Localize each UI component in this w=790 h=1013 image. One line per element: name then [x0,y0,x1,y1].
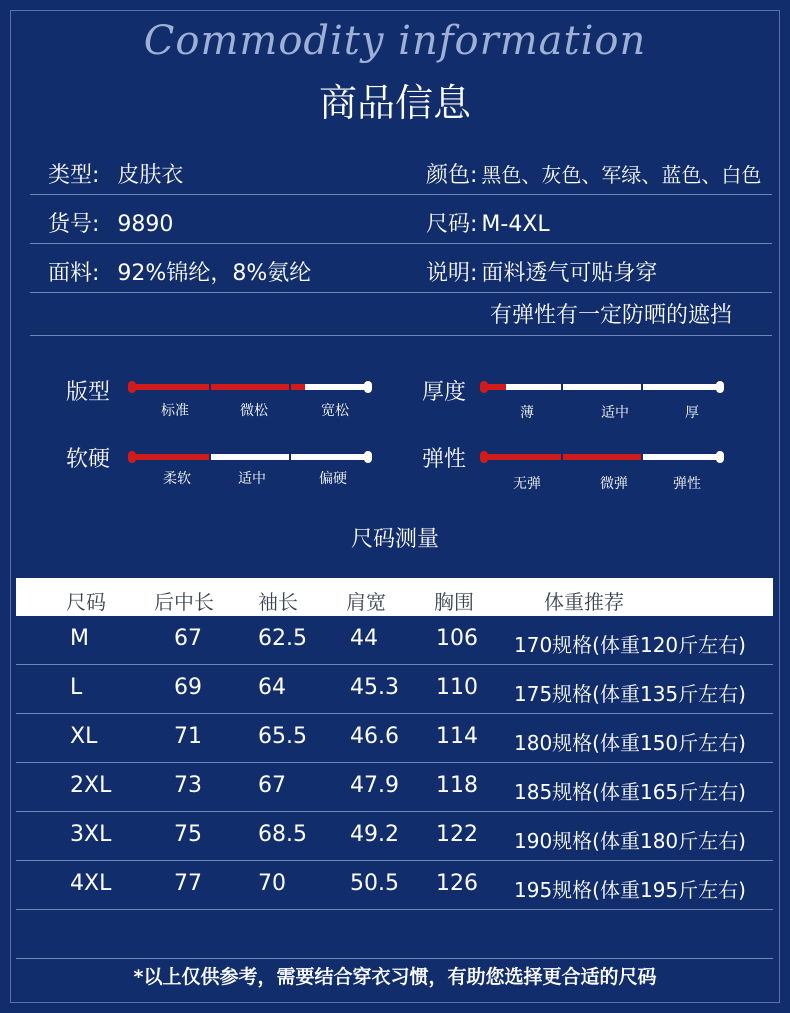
note-value-2: 有弹性有一定防晒的遮挡 [490,303,733,328]
scale-end-cap [128,381,136,393]
item-no-value: 9890 [117,212,174,237]
table-cell: 110 [436,675,478,700]
fabric-label: 面料: [48,261,100,286]
scale-end-cap [364,451,372,463]
scale-tick [641,382,643,392]
table-row [16,861,773,910]
table-cell: 50.5 [350,871,399,896]
scale-tick [289,452,291,462]
scale-fill [130,384,305,390]
table-row [16,763,773,812]
table-cell: 122 [436,822,478,847]
table-cell: 71 [174,724,202,749]
scale-end-cap [128,451,136,463]
scale-label-softness-1: 柔软 [163,471,191,487]
scale-label-softness-3: 偏硬 [319,471,347,487]
header-sleeve: 袖长 [258,590,298,614]
table-cell: 3XL [70,822,112,847]
table-cell: 46.6 [350,724,399,749]
table-row [16,616,773,665]
table-cell: 65.5 [258,724,307,749]
type-label: 类型: [48,163,100,188]
scale-end-cap [364,381,372,393]
table-cell: 185规格(体重165斤左右) [514,780,746,804]
table-cell: 47.9 [350,773,399,798]
color-value: 黑色、灰色、军绿、蓝色、白色 [481,163,762,187]
header-shoulder: 肩宽 [346,590,386,614]
scale-label-elasticity-3: 弹性 [673,476,701,492]
scale-bar-elasticity [482,454,722,460]
table-cell: 68.5 [258,822,307,847]
type-field [48,158,183,189]
scale-label-elasticity-2: 微弹 [600,476,628,492]
table-cell: 44 [350,626,378,651]
table-cell: 45.3 [350,675,399,700]
divider [30,292,772,293]
table-cell: 114 [436,724,478,749]
scale-end-cap [716,381,724,393]
note-field [426,256,657,287]
table-cell: 175规格(体重135斤左右) [514,682,746,706]
scale-bar-thickness [482,384,722,390]
table-cell: 77 [174,871,202,896]
table-cell: 4XL [70,871,112,896]
size-field [426,207,550,238]
item-no-field [48,207,173,238]
table-cell: 190规格(体重180斤左右) [514,829,746,853]
scale-tick [561,382,563,392]
divider [16,958,773,959]
table-row [16,665,773,714]
scale-label-elasticity-1: 无弹 [513,476,541,492]
table-cell: L [70,675,83,700]
item-no-label: 货号: [48,212,100,237]
table-cell: 67 [174,626,202,651]
scale-title-fit: 版型 [66,380,111,405]
scale-label-fit-2: 微松 [240,403,268,419]
scale-title-elasticity: 弹性 [422,447,467,472]
scale-tick [289,382,291,392]
divider [30,335,772,336]
table-cell: 75 [174,822,202,847]
table-cell: XL [70,724,98,749]
header-size: 尺码 [66,590,106,614]
table-cell: 106 [436,626,478,651]
table-row [16,812,773,861]
scale-tick [561,452,563,462]
table-cell: M [70,626,89,651]
heading-english: Commodity information [143,18,647,64]
scale-label-fit-1: 标准 [161,403,189,419]
note-label: 说明: [426,261,478,286]
table-cell: 69 [174,675,202,700]
size-table-header [16,578,773,616]
scale-tick [641,452,643,462]
table-cell: 2XL [70,773,112,798]
row-divider [16,909,773,910]
type-value: 皮肤衣 [117,163,184,188]
scale-end-cap [480,451,488,463]
scale-title-thickness: 厚度 [422,380,467,405]
fabric-field [48,256,311,287]
scale-label-thickness-2: 适中 [601,405,629,421]
table-row [16,714,773,763]
table-cell: 73 [174,773,202,798]
color-field [426,158,761,189]
table-cell: 70 [258,871,286,896]
heading-chinese: 商品信息 [318,81,471,125]
table-cell: 67 [258,773,286,798]
note-value-1: 面料透气可贴身穿 [481,261,658,286]
scale-label-thickness-1: 薄 [520,405,534,421]
size-value: M-4XL [481,212,550,237]
header-weight: 体重推荐 [544,590,624,614]
scale-bar-softness [130,454,370,460]
color-label: 颜色: [426,163,478,188]
size-label: 尺码: [426,212,478,237]
scale-end-cap [480,381,488,393]
divider [30,243,772,244]
table-cell: 118 [436,773,478,798]
scale-end-cap [716,451,724,463]
table-cell: 195规格(体重195斤左右) [514,878,746,902]
table-cell: 180规格(体重150斤左右) [514,731,746,755]
table-cell: 49.2 [350,822,399,847]
scale-label-fit-3: 宽松 [321,403,349,419]
scale-tick [209,452,211,462]
scale-fill [130,454,209,460]
footnote: *以上仅供参考，需要结合穿衣习惯，有助您选择更合适的尺码 [133,966,657,988]
header-chest: 胸围 [434,590,474,614]
size-table-title: 尺码测量 [350,527,439,552]
scale-title-softness: 软硬 [66,447,111,472]
table-cell: 62.5 [258,626,307,651]
fabric-value: 92%锦纶，8%氨纶 [117,261,312,286]
header-back-length: 后中长 [154,590,214,614]
table-cell: 170规格(体重120斤左右) [514,633,746,657]
scale-bar-fit [130,384,370,390]
table-cell: 64 [258,675,286,700]
divider [30,194,772,195]
table-cell: 126 [436,871,478,896]
scale-label-softness-2: 适中 [238,471,266,487]
scale-label-thickness-3: 厚 [685,405,699,421]
scale-tick [209,382,211,392]
